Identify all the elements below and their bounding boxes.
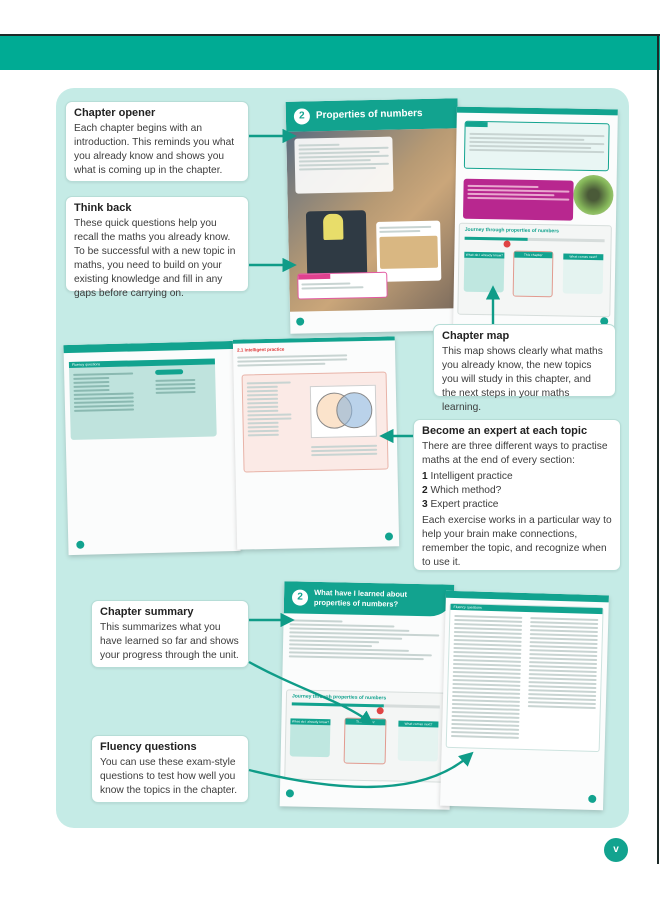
summary-map-title: Journey through properties of numbers	[291, 693, 387, 702]
map-col-next: What comes next?	[563, 253, 603, 260]
section-title: 2.1 Intelligent practice	[236, 346, 285, 353]
map-col-known: What do I already know?	[465, 252, 503, 258]
summary-title-2: properties of numbers?	[313, 597, 399, 609]
summary-page-left	[280, 581, 455, 810]
practice-box	[242, 372, 389, 473]
practice-type-item: 1 Intelligent practice	[422, 471, 513, 482]
key-ideas-box	[464, 121, 610, 172]
callout-body: This map shows clearly what maths you already know, the new topics you will study in this chapter, and the next steps in your maths learning.	[442, 346, 603, 413]
fluency-questions-box	[446, 603, 604, 752]
summary-title-1: What have I learned about	[314, 587, 408, 599]
summary-map-col-this: This chapter	[345, 719, 385, 726]
objectives-box	[294, 137, 393, 194]
callout-body: You can use these exam-style questions to test how well you know the topics in the chapter.	[100, 757, 238, 796]
fluency-heading: Fluency questions	[69, 358, 215, 368]
page-number-badge: v	[604, 838, 628, 862]
callout-title: Think back	[74, 202, 132, 214]
page-edge	[657, 36, 659, 864]
callout-fluency-questions	[91, 735, 249, 803]
chapter-map-box	[457, 223, 612, 318]
chapter-title: Properties of numbers	[315, 107, 423, 122]
callout-chapter-opener	[65, 101, 249, 182]
callout-chapter-map	[433, 324, 616, 413]
opener-page-left	[286, 98, 463, 334]
callout-intro: There are three different ways to practise maths at the end of every section:	[422, 441, 608, 466]
callout-chapter-summary	[91, 600, 249, 668]
summary-map-col-next: What comes next?	[398, 721, 438, 728]
callout-body: Each chapter begins with an introduction. This reminds you what you already know and shows you what is coming up in the chapter.	[74, 123, 235, 176]
callout-think-back	[65, 196, 249, 299]
practice-page-right	[233, 336, 399, 549]
callout-title: Chapter summary	[100, 606, 194, 618]
callout-body: This summarizes what you have learned so far and shows your progress through the unit.	[100, 622, 239, 661]
callout-title: Fluency questions	[100, 741, 197, 753]
callout-body: These quick questions help you recall the maths you already know. To be successful with a new topic in maths, you need to build on your existing knowledge and fill in any gaps before carrying on.	[74, 218, 236, 299]
think-back-box	[297, 272, 388, 300]
header-band	[0, 36, 660, 70]
fluency-box	[69, 358, 217, 440]
summary-page-right	[440, 591, 609, 810]
practice-type-item: 2 Which method?	[422, 485, 502, 496]
venn-right-circle	[336, 392, 373, 429]
map-title: Journey through properties of numbers	[464, 226, 560, 235]
worker-shape	[323, 214, 344, 240]
summary-map-col-known: What do I already know?	[291, 719, 329, 725]
callout-become-expert	[413, 419, 621, 571]
practice-types-list	[422, 470, 612, 512]
real-world-box	[463, 179, 574, 221]
practice-page-left	[63, 341, 240, 555]
opener-page-right	[453, 107, 618, 330]
map-col-this: This chapter	[514, 252, 552, 259]
insect-photo	[573, 175, 614, 216]
callout-title: Chapter opener	[74, 107, 156, 119]
practice-type-item: 3 Expert practice	[422, 499, 499, 510]
summary-chapter-badge: 2	[292, 589, 308, 605]
callout-title: Chapter map	[442, 330, 510, 342]
summary-map-box	[284, 689, 446, 782]
chapter-number-badge: 2	[294, 108, 310, 124]
callout-outro: Each exercise works in a particular way to help your brain make connections, remember the topic, and recognize when to use it.	[422, 515, 612, 568]
fluency-questions-heading: Fluency questions	[451, 604, 603, 614]
callout-title: Become an expert at each topic	[422, 425, 588, 437]
